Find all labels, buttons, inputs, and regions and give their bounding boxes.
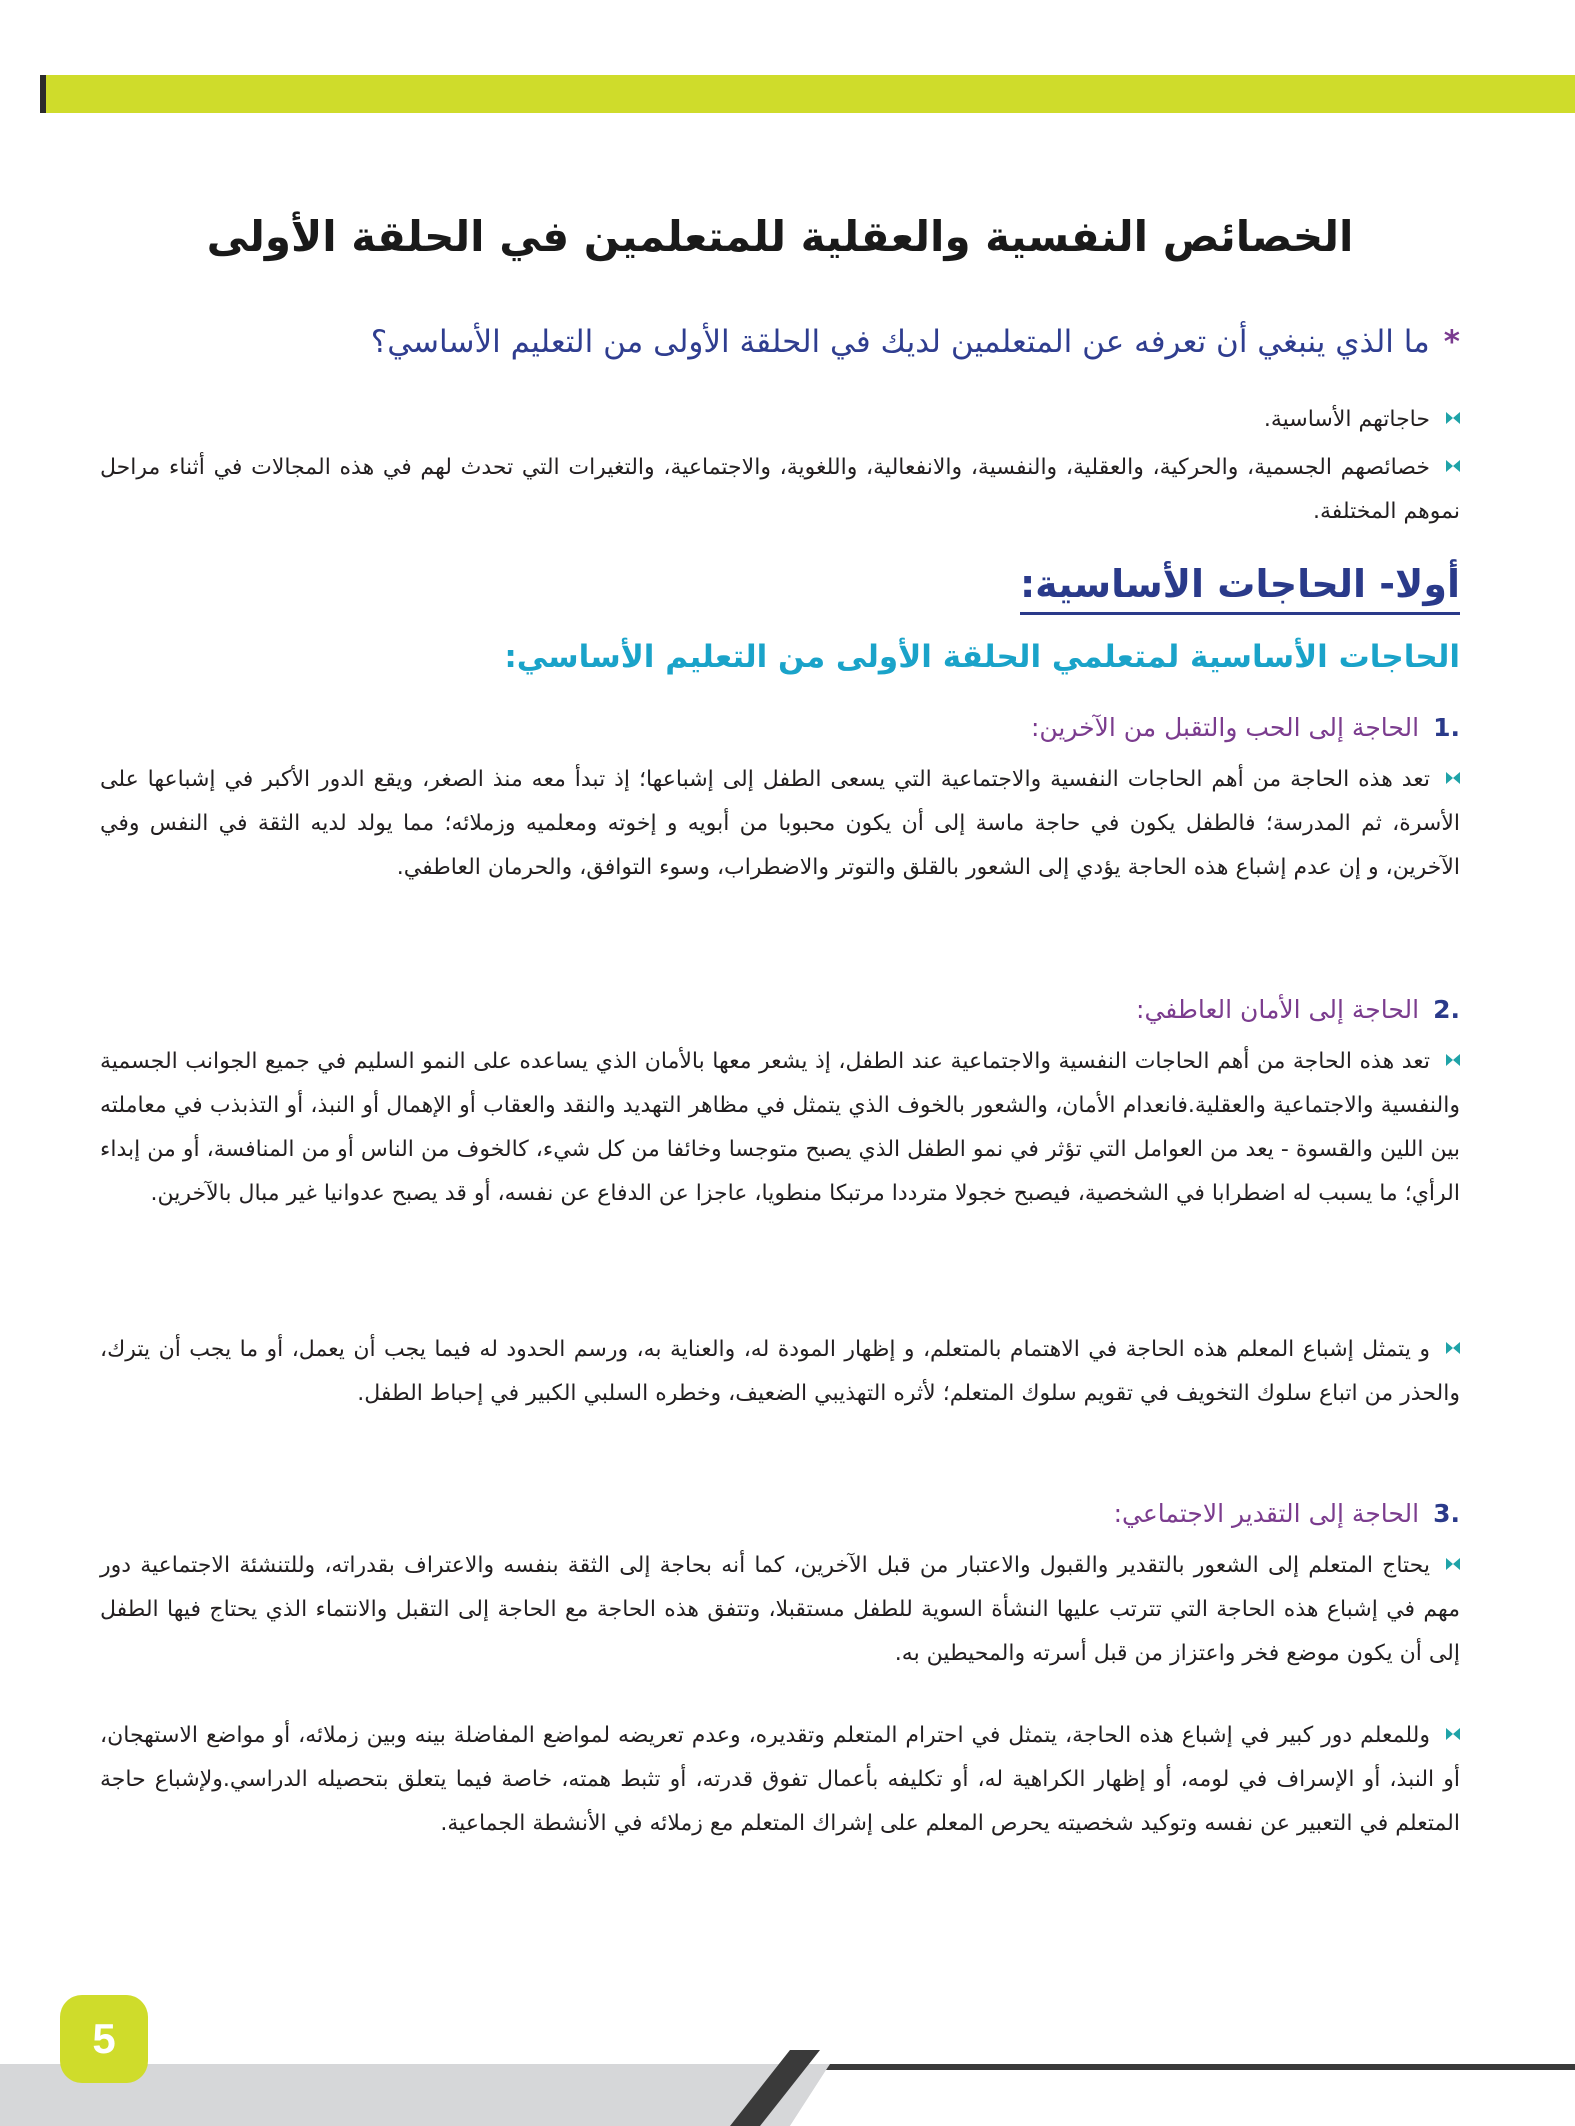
bullet-icon [1446,1558,1460,1570]
item-heading-2: .2الحاجة إلى الأمان العاطفي: [1136,995,1460,1024]
item-2-paragraph-1: تعد هذه الحاجة من أهم الحاجات النفسية والاجتماعية عند الطفل، إذ يشعر معها بالأمان الذي يساعده على النمو السليم في جميع الجوانب الجسمية والنفسية والاجتماعية والعقلية.فانعدام الأمان، والشعور بالخوف الذي يتمثل في مظاهر التهديد والنقد والعقاب أو الإهمال أو النبذ، أو التذبذب في معاملته بين اللين والقسوة - يعد من العوامل التي تؤثر في نمو الطفل الذي يصبح متوجسا وخائفا من كل شيء، كالخوف من الناس أو من المنافسة، أو من إبداء الرأي؛ ما يسبب له اضطرابا في الشخصية، فيصبح خجولا مترددا مرتبكا منطويا، عاجزا عن الدفاع عن نفسه، أو قد يصبح عدوانيا غير مبال بالآخرين. [100,1049,1460,1206]
item-2-paragraph-2: و يتمثل إشباع المعلم هذه الحاجة في الاهتمام بالمتعلم، و إظهار المودة له، والعناية به، ورسم الحدود له فيما يجب أن يعمل، أو ما يجب أن يترك، والحذر من اتباع سلوك التخويف في تقويم سلوك المتعلم؛ لأثره التهذيبي الضعيف، وخطره السلبي الكبير في إحباط الطفل. [100,1337,1460,1406]
bullet-icon [1446,412,1460,424]
guiding-question-text: ما الذي ينبغي أن تعرفه عن المتعلمين لديك في الحلقة الأولى من التعليم الأساسي؟ [370,324,1430,360]
item-number: .3 [1433,1499,1460,1528]
item-number: .2 [1433,995,1460,1024]
sub-heading: الحاجات الأساسية لمتعلمي الحلقة الأولى من التعليم الأساسي: [504,639,1460,675]
guiding-question [100,320,1460,364]
page-number: 5 [60,1995,148,2083]
bullet-icon [1446,1342,1460,1354]
intro-bullet-2: خصائصهم الجسمية، والحركية، والعقلية، والنفسية، والانفعالية، واللغوية، والاجتماعية، والتغيرات التي تحدث لهم في هذه المجالات في أثناء مراحل نموهم المختلفة. [100,455,1460,524]
item-3-paragraph-1: يحتاج المتعلم إلى الشعور بالتقدير والقبول والاعتبار من قبل الآخرين، كما أنه بحاجة إلى الثقة بنفسه والاعتراف بقدراته، وللتنشئة الاجتماعية دور مهم في إشباع هذه الحاجة التي تترتب عليها النشأة السوية للطفل مستقبلا، وتتفق هذه الحاجة مع الحاجة إلى التقبل والانتماء الذي يحتاج فيها الطفل إلى أن يكون موضع فخر واعتزاز من قبل أسرته والمحيطين به. [100,1553,1460,1666]
bullet-icon [1446,1054,1460,1066]
section-heading: أولا- الحاجات الأساسية: [1020,556,1460,615]
bullet-icon [1446,460,1460,472]
item-number: .1 [1433,713,1460,742]
item-1-paragraph-1: تعد هذه الحاجة من أهم الحاجات النفسية والاجتماعية التي يسعى الطفل إلى إشباعها؛ إذ تبدأ معه منذ الصغر، ويقع الدور الأكبر في إشباعها على الأسرة، ثم المدرسة؛ فالطفل يكون في حاجة ماسة إلى أن يكون محبوبا من أبويه و إخوته ومعلميه وزملائه؛ مما يولد لديه الثقة في النفس وفي الآخرين، و إن عدم إشباع هذه الحاجة يؤدي إلى الشعور بالقلق والتوتر والاضطراب، وسوء التوافق، والحرمان العاطفي. [100,767,1460,880]
item-3-paragraph-2: وللمعلم دور كبير في إشباع هذه الحاجة، يتمثل في احترام المتعلم وتقديره، وعدم تعريضه لمواضع المفاضلة بينه وبين زملائه، أو مواضع الاستهجان، أو النبذ، أو الإسراف في لومه، أو إظهار الكراهية له، أو تكليفه بأعمال تفوق قدرته، أو تثبط همته، خاصة فيما يتعلق بتحصيله الدراسي.ولإشباع حاجة المتعلم في التعبير عن نفسه وتوكيد شخصيته يحرص المعلم على إشراك المتعلم مع زملائه في الأنشطة الجماعية. [100,1723,1460,1836]
item-heading-3: .3الحاجة إلى التقدير الاجتماعي: [1113,1499,1460,1528]
bullet-icon [1446,1728,1460,1740]
page-title: الخصائص النفسية والعقلية للمتعلمين في الحلقة الأولى [206,212,1354,261]
star-icon: * [1443,324,1460,360]
page-content [100,0,1460,2126]
item-heading-1: .1الحاجة إلى الحب والتقبل من الآخرين: [1030,713,1460,742]
bullet-icon [1446,772,1460,784]
intro-bullet-1: حاجاتهم الأساسية. [100,398,1460,442]
footer-decoration [0,2050,1575,2126]
